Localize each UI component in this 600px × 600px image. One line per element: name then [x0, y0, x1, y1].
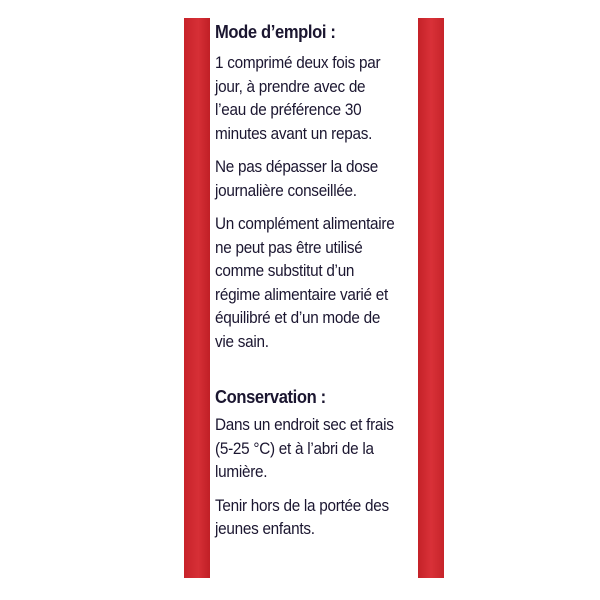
- dosage-paragraph: [215, 51, 415, 145]
- text-line: minutes avant un repas.: [215, 123, 373, 143]
- text-line: Dans un endroit sec et frais: [215, 415, 394, 434]
- text-line: l’eau de préférence 30: [215, 100, 362, 119]
- red-border-left: [184, 18, 210, 578]
- conservation-heading: Conservation :: [215, 387, 326, 407]
- text-line: Tenir hors de la portée des: [215, 495, 389, 515]
- text-line: (5-25 °C) et à l’abri de la: [215, 438, 374, 458]
- children-warning-paragraph: [215, 494, 415, 541]
- text-line: jeunes enfants.: [215, 519, 315, 538]
- text-line: Un complément alimentaire: [215, 214, 395, 233]
- mode-emploi-heading: Mode d’emploi :: [215, 22, 336, 42]
- text-line: comme substitut d’un: [215, 261, 355, 280]
- text-line: vie sain.: [215, 331, 269, 351]
- text-line: jour, à prendre avec de: [215, 76, 366, 96]
- instructions-panel: [210, 18, 418, 578]
- storage-paragraph: [215, 413, 415, 484]
- text-line: régime alimentaire varié et: [215, 284, 388, 304]
- text-line: Ne pas dépasser la dose: [215, 157, 379, 176]
- dose-warning-paragraph: [215, 155, 415, 202]
- text-line: lumière.: [215, 462, 268, 481]
- red-border-right: [418, 18, 444, 578]
- text-line: 1 comprimé deux fois par: [215, 53, 381, 72]
- section-spacer: [215, 363, 418, 385]
- text-line: équilibré et d’un mode de: [215, 308, 381, 327]
- text-line: journalière conseillée.: [215, 180, 357, 200]
- supplement-notice-paragraph: [215, 212, 415, 353]
- text-line: ne peut pas être utilisé: [215, 237, 363, 257]
